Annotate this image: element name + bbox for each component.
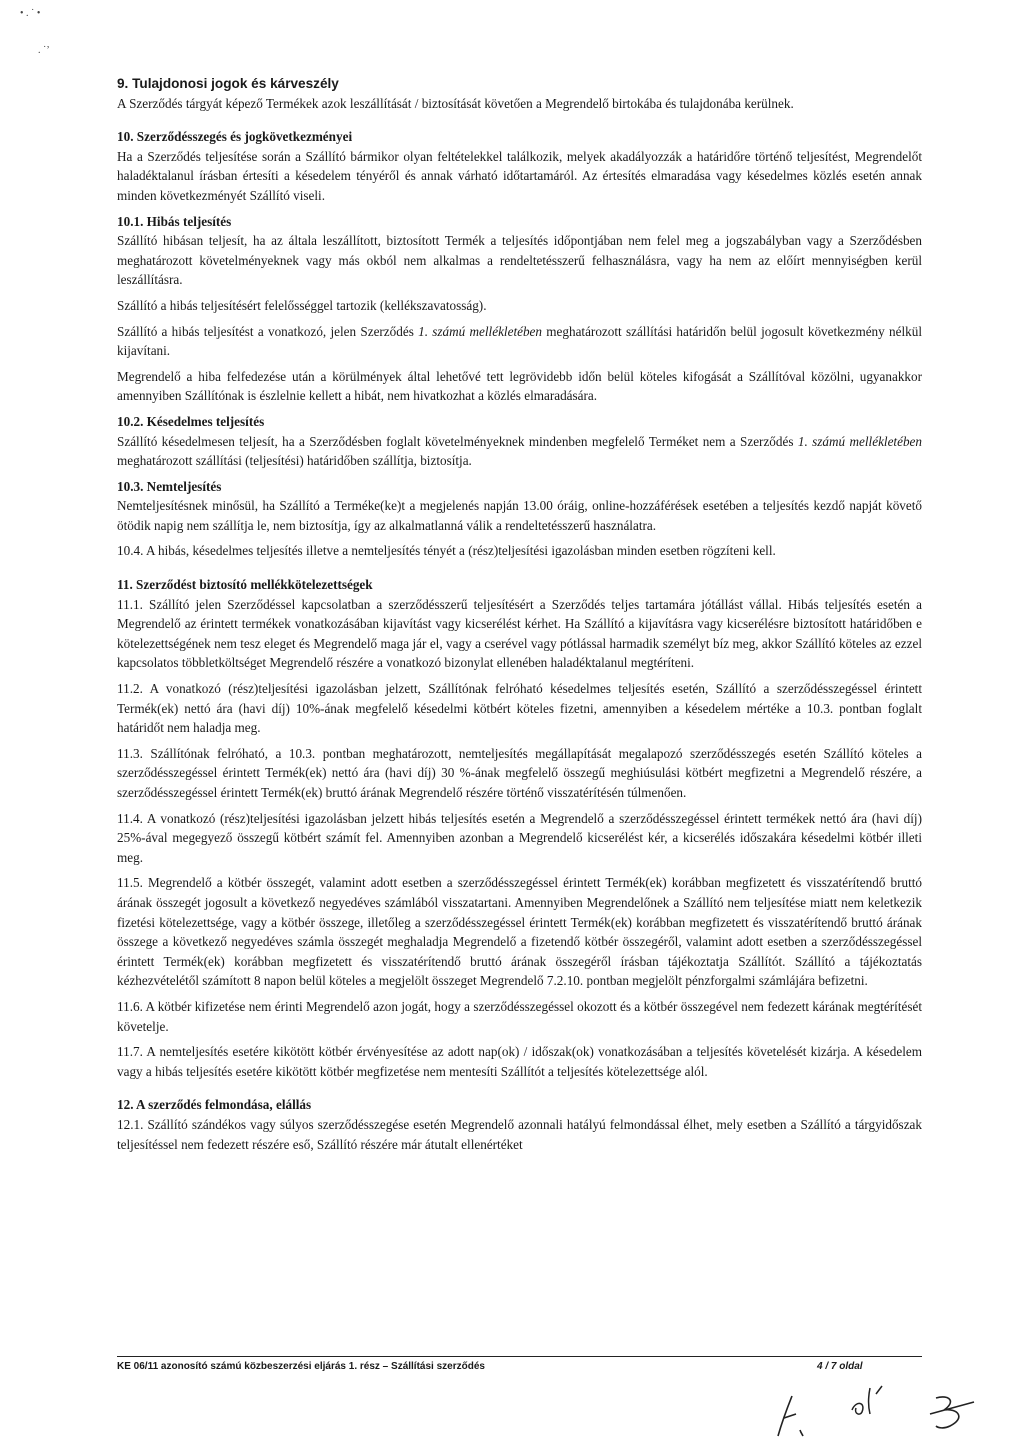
section-9-text: A Szerződés tárgyát képező Termékek azok leszállítását / biztosítását követően a Megrendelő birtokába és tulajdonába kerülnek. [117, 95, 794, 111]
initials-signature-2 [846, 1380, 896, 1420]
text-run: meghatározott szállítási (teljesítési) határidőben szállítja, biztosítja. [117, 453, 472, 469]
section-12-1: 12.1. Szállító szándékos vagy súlyos szerződésszegése esetén Megrendelő azonnali hatályú felmondással élhet, mely esetben a Szállító a tárgyidőszak teljesítéssel nem fedezett részére eső, Szállító részére már átutalt ellenértéket [117, 1116, 922, 1152]
section-10-text: Ha a Szerződés teljesítése során a Szállító bármikor olyan feltételekkel találkozik, melyek akadályozzák a határidőre történő teljesítést, Megrendelőt haladéktalanul írásban értesíti a késedelem tényéről és annak várható időtartamáról. Az értesítés elmaradása vagy késedelmes közlés esetén annak minden következményét Szállító viseli. [117, 148, 922, 203]
section-10-1-title: 10.1. Hibás teljesítés [117, 213, 232, 229]
section-10-2-p [117, 432, 922, 471]
text-run: Szállító a hibás teljesítést a vonatkozó, jelen Szerződés [117, 323, 419, 339]
section-10-1-p1: Szállító hibásan teljesít, ha az általa leszállított, biztosított Termék a teljesítés időpontjában nem felel meg a jogszabályban vagy a Szerződésben meghatározott követelményeknek vagy más okból nem alkalmas a rendeltetésszerű felhasználásra, vagy ha nem az előírt mennyiségben kerül leszállításra. [117, 233, 922, 288]
section-9-title: 9. Tulajdonosi jogok és kárveszély [117, 76, 339, 91]
italic-run: 1. számú mellékletében [797, 433, 922, 449]
section-11-5: 11.5. Megrendelő a kötbér összegét, valamint adott esetben a szerződésszegéssel érintett Termék(ek) korábban megfizetett és visszatérítendő bruttó árának összegét jogosult a következő negyedéves számlából visszatartani. Amennyiben Megrendelőnek a Szállító nem teljesítése miatt nem keletkezik fizetési kötelezettsége, vagy a kötbér összege, illetőleg a szerződésszegéssel érintett Termék(ek) korábban megfizetett és visszatérítendő bruttó árának összege a következő negyedéves számla összegét meghaladja Megrendelő a fizetendő kötbér összegéről, valamint adott esetben a szerződésszegéssel érintett Termék(ek) korábban megfizetett és visszatérítendő bruttó árának összegéről írásban tájékoztatja Szállítót. Szállító a tájékoztatás kézhezvételétől számított 8 napon belül köteles a megjelölt összeget Megrendelő 7.2.10. pontban megjelölt pénzforgalmi számlájára befizetni. [117, 875, 922, 989]
section-11-title: 11. Szerződést biztosító mellékkötelezettségek [117, 577, 373, 593]
section-10-3-title: 10.3. Nemteljesítés [117, 478, 222, 494]
section-12-title: 12. A szerződés felmondása, elállás [117, 1097, 312, 1113]
italic-run: 1. számú mellékletében [418, 323, 542, 339]
section-11-7: 11.7. A nemteljesítés esetére kikötött kötbér érvényesítése az adott nap(ok) / időszak(ok) vonatkozásában a teljesítés követelését kizárja. A késedelem vagy a hibás teljesítés esetére kikötött kötbér megfizetése nem mentesíti Szállítót a teljesítés kötelezettsége alól. [117, 1044, 922, 1079]
footer-page-number: 4 / 7 oldal [817, 1361, 863, 1372]
section-11-4: 11.4. A vonatkozó (rész)teljesítési igazolásban jelzett hibás teljesítés esetén a Megrendelő a szerződésszegéssel érintett termékek nettó ára (havi díj) 25%-ával megegyező összegű kötbért számít fel. Amennyiben azonban a Megrendelő kicserélést kér, a kicserélés időszakára késedelmi kötbér illeti meg. [117, 810, 922, 865]
section-11-1: 11.1. Szállító jelen Szerződéssel kapcsolatban a szerződésszerű teljesítésért a Szerződés teljes tartamára jótállást vállal. Hibás teljesítés esetén a Megrendelő az érintett termékek vonatkozásában kijavítást vagy kicserélést kérhet. Ha Szállító a kijavításra vagy kicserélésre biztosított határidőben e kötelezettségének nem tesz eleget és Megrendelő maga jár el, vagy a cserével vagy pótlással harmadik személyt bíz meg, akkor Szállító köteles az ezzel kapcsolatos többletköltséget Megrendelő részére a vonatkozó bizonylat ellenében haladéktalanul megtéríteni. [117, 596, 922, 671]
footer-procedure-label: KE 06/11 azonosító számú közbeszerzési eljárás 1. rész – Szállítási szerződés [117, 1361, 485, 1372]
text-run: meghatározott szállítási határidőn belül jogosult következmény nélkül kijavítani. [117, 323, 922, 359]
section-10-1-p2: Szállító a hibás teljesítésért felelősséggel tartozik (kellékszavatosság). [117, 297, 487, 313]
initials-signature-3 [926, 1392, 982, 1436]
section-10-title: 10. Szerződésszegés és jogkövetkezményei [117, 129, 353, 145]
section-10-4-p: 10.4. A hibás, késedelmes teljesítés illetve a nemteljesítés tényét a (rész)teljesítési igazolásban minden esetben rögzíteni kell. [117, 543, 776, 559]
initials-signature-1 [770, 1392, 820, 1440]
section-11-2: 11.2. A vonatkozó (rész)teljesítési igazolásban jelzett, Szállítónak felróható késedelmes teljesítés esetén, Szállító a szerződésszegéssel érintett Termék(ek) nettó ára (havi díj) 10%-ának megfelelő késedelmi kötbért köteles fizetni, amennyiben a késedelem mértéke a 10.3. pontban foglalt határidőt nem haladja meg. [117, 681, 922, 736]
section-11-3: 11.3. Szállítónak felróható, a 10.3. pontban meghatározott, nemteljesítés megállapítását megalapozó szerződésszegés esetén Szállító köteles a szerződésszegéssel érintett Termék(ek) nettó ára (havi díj) 30 %-ának megfelelő összegű meghiúsulási kötbért megfizetni a Megrendelő részére, a szerződésszegéssel érintett Termék(ek) bruttó árának Megrendelő részére történő visszatérítésén túlmenően. [117, 745, 922, 800]
page-footer [117, 1356, 922, 1372]
scan-specks: . ˙’ [38, 45, 50, 56]
scan-specks: • . ˙ • [20, 8, 41, 19]
section-10-3-p: Nemteljesítésnek minősül, ha Szállító a Terméke(ke)t a megjelenés napján 13.00 óráig, online-hozzáférések esetében a teljesítés kezdő napját követő ötödik napig nem szállítja le, nem biztosítja, így az alkalmatlanná válik a rendeltetésszerű használatra. [117, 498, 922, 533]
document-page [117, 74, 922, 1160]
text-run: Szállító késedelmesen teljesít, ha a Szerződésben foglalt követelményeknek mindenben megfelelő Terméket nem a Szerződés [117, 433, 798, 449]
section-10-2-title: 10.2. Késedelmes teljesítés [117, 413, 265, 429]
section-10-1-p4: Megrendelő a hiba felfedezése után a körülmények által lehetővé tett legrövidebb időn belül köteles kifogását a Szállítóval közölni, ugyanakkor amennyiben Szállítónak is észlelnie kellett a hibát, nem hivatkozhat a közlés elmaradására. [117, 368, 922, 404]
section-11-6: 11.6. A kötbér kifizetése nem érinti Megrendelő azon jogát, hogy a szerződésszegéssel okozott és a kötbér összegével nem fedezett kárának megtérítését követelje. [117, 998, 922, 1034]
section-10-1-p3 [117, 322, 922, 361]
